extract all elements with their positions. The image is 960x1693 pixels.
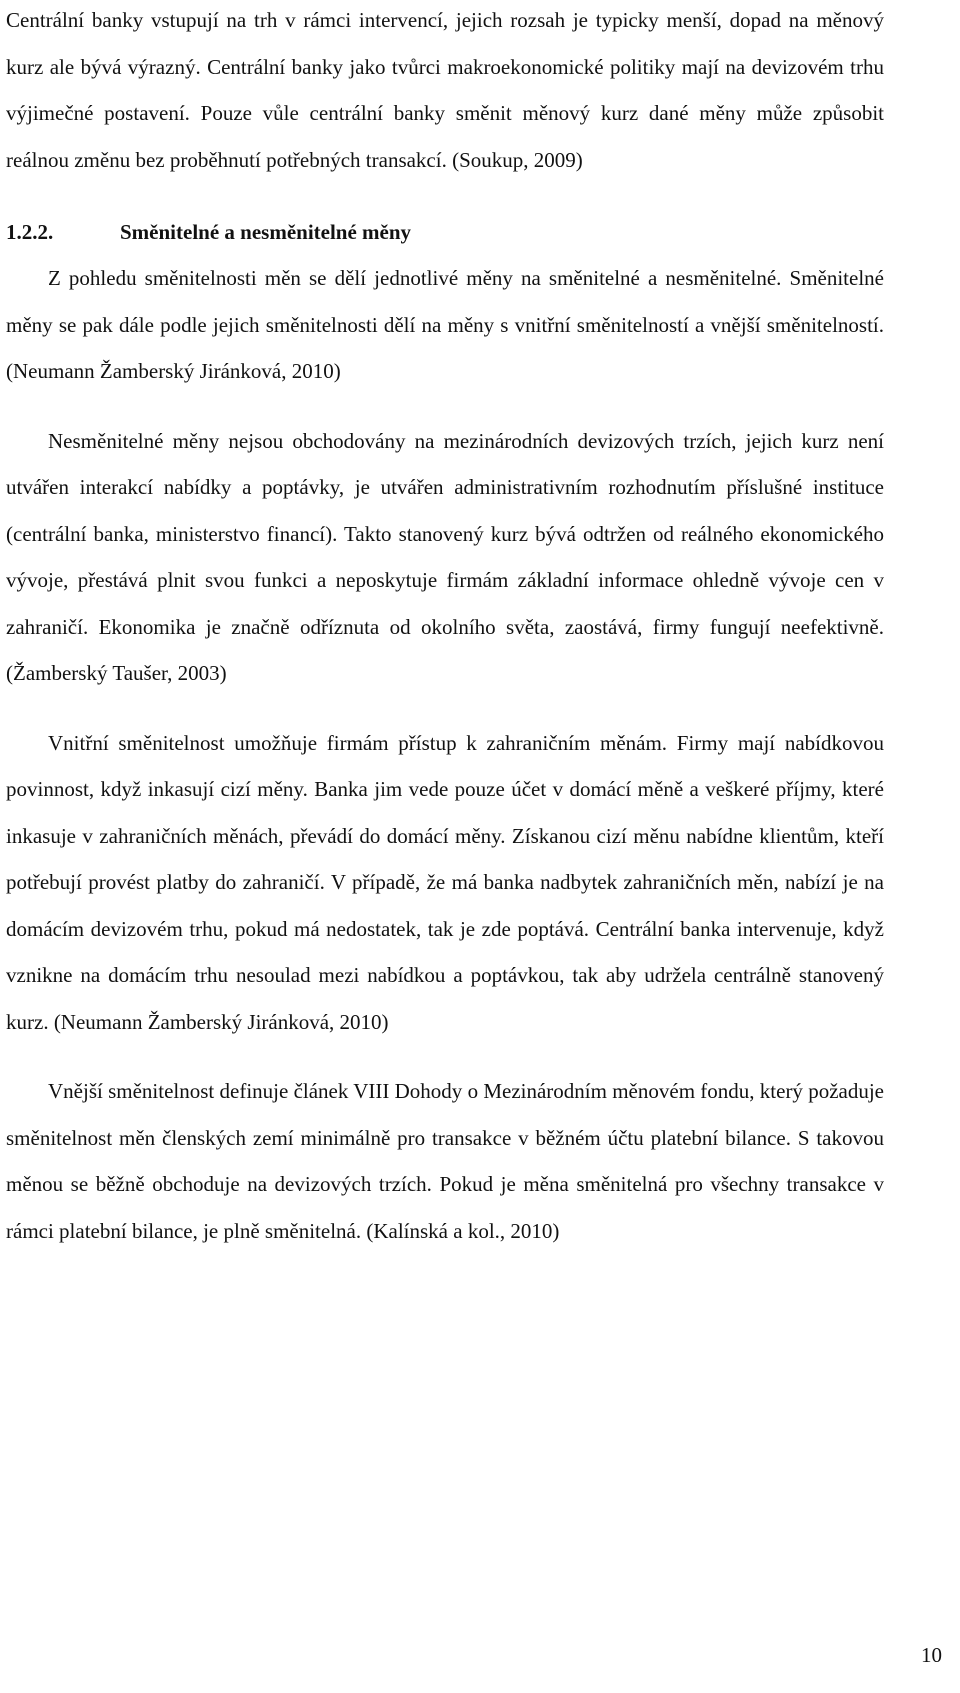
section-heading — [6, 209, 884, 255]
paragraph-external-convertibility: Vnější směnitelnost definuje článek VIII Dohody o Mezinárodním měnovém fondu, který požaduje směnitelnost měn členských zemí minimálně pro transakce v běžném účtu platební bilance. S takovou měnou se běžně obchoduje na devizových trzích. Pokud je měna směnitelná pro všechny transakce v rámci platební bilance, je plně směnitelná. (Kalínská a kol., 2010) — [6, 1079, 884, 1243]
section-title: Směnitelné a nesměnitelné měny — [120, 220, 412, 244]
paragraph-convertibility-intro: Z pohledu směnitelnosti měn se dělí jednotlivé měny na směnitelné a nesměnitelné. Směnitelné měny se pak dále podle jejich směnitelnosti dělí na měny s vnitřní směnitelností a vnější směnitelností. (Neumann Žamberský Jiránková, 2010) — [6, 266, 884, 383]
paragraph-central-banks: Centrální banky vstupují na trh v rámci intervencí, jejich rozsah je typicky menší, dopad na měnový kurz ale bývá výrazný. Centrální banky jako tvůrci makroekonomické politiky mají na devizovém trhu výjimečné postavení. Pouze vůle centrální banky směnit měnový kurz dané měny může způsobit reálnou změnu bez proběhnutí potřebných transakcí. (Soukup, 2009) — [6, 8, 884, 172]
page-number: 10 — [921, 1643, 942, 1667]
document-page — [6, 0, 884, 1254]
section-number: 1.2.2. — [6, 220, 54, 244]
paragraph-nonconvertible: Nesměnitelné měny nejsou obchodovány na mezinárodních devizových trzích, jejich kurz není utvářen interakcí nabídky a poptávky, je utvářen administrativním rozhodnutím příslušné instituce (centrální banka, ministerstvo financí). Takto stanovený kurz bývá odtržen od reálného ekonomického vývoje, přestává plnit svou funkci a neposkytuje firmám základní informace ohledně vývoje cen v zahraničí. Ekonomika je značně odříznuta od okolního světa, zaostává, firmy fungují neefektivně. (Žamberský Taušer, 2003) — [6, 428, 884, 685]
paragraph-internal-convertibility: Vnitřní směnitelnost umožňuje firmám přístup k zahraničním měnám. Firmy mají nabídkovou povinnost, když inkasují cizí měny. Banka jim vede pouze účet v domácí měně a veškeré příjmy, které inkasuje v zahraničních měnách, převádí do domácí měny. Získanou cizí měnu nabídne klientům, kteří potřebují provést platby do zahraničí. V případě, že má banka nadbytek zahraničních měn, nabízí je na domácím devizovém trhu, pokud má nedostatek, tak je zde poptává. Centrální banka intervenuje, když vznikne na domácím trhu nesoulad mezi nabídkou a poptávkou, tak aby udržela centrálně stanovený kurz. (Neumann Žamberský Jiránková, 2010) — [6, 730, 884, 1034]
